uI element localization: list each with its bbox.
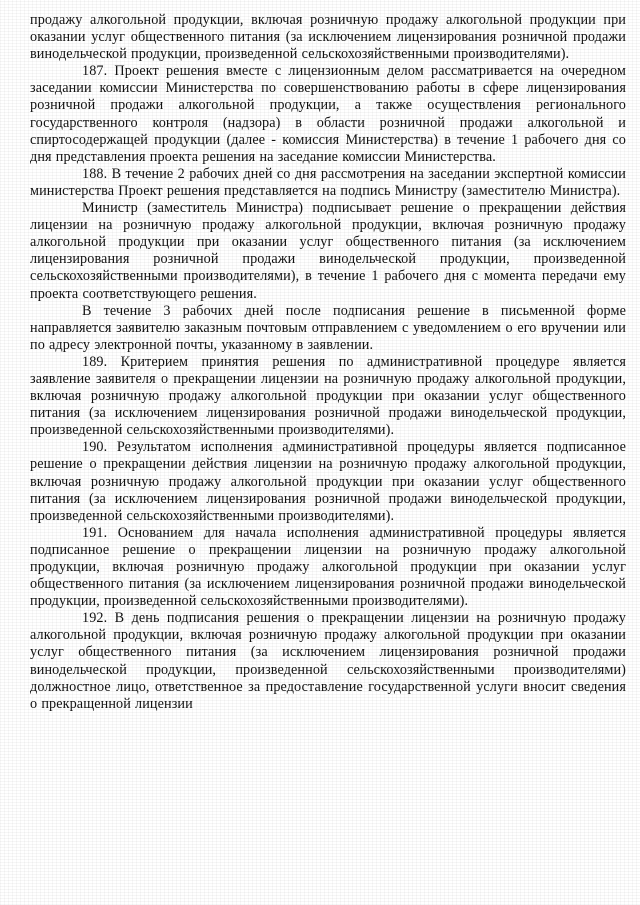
paragraph-notification: В течение 3 рабочих дней после подписания решение в письменной форме направляется заявителю заказным почтовым отправлением с уведомлением о его вручении или по адресу электронной почты, указанному в заявлении.: [30, 302, 626, 353]
paragraph-187: 187. Проект решения вместе с лицензионным делом рассматривается на очередном заседании комиссии Министерства по совершенствованию работы в сфере лицензирования розничной продажи алкогольной продукции, а также осуществления регионального государственного контроля (надзора) в области розничной продажи алкогольной и спиртосодержащей продукции (далее - комиссия Министерства) в течение 1 рабочего дня со дня представления проекта решения на заседание комиссии Министерства.: [30, 63, 626, 165]
paragraph-191: 191. Основанием для начала исполнения административной процедуры является подписанное решение о прекращении лицензии на розничную продажу алкогольной продукции, включая розничную продажу алкогольной продукции при оказании услуг общественного питания (за исключением лицензирования розничной продажи винодельческой продукции, произведенной сельскохозяйственными производителями).: [30, 524, 626, 610]
paragraph-188: 188. В течение 2 рабочих дней со дня рассмотрения на заседании экспертной комиссии министерства Проект решения представляется на подпись Министру (заместителю Министра).: [30, 165, 626, 199]
paragraph-minister-signs: Министр (заместитель Министра) подписывает решение о прекращении действия лицензии на розничную продажу алкогольной продукции, включая розничную продажу алкогольной продукции при оказании услуг общественного питания (за исключением лицензирования розничной продажи винодельческой продукции, произведенной сельскохозяйственными производителями), в течение 1 рабочего дня с момента передачи ему проекта соответствующего решения.: [30, 200, 626, 302]
paragraph-190: 190. Результатом исполнения административной процедуры является подписанное решение о прекращении действия лицензии на розничную продажу алкогольной продукции, включая розничную продажу алкогольной продукции при оказании услуг общественного питания (за исключением лицензирования розничной продажи винодельческой продукции, произведенной сельскохозяйственными производителями).: [30, 439, 626, 524]
paragraph-continuation: продажу алкогольной продукции, включая розничную продажу алкогольной продукции при оказании услуг общественного питания (за исключением лицензирования розничной продажи винодельческой продукции, произведенной сельскохозяйственными производителями).: [30, 12, 626, 63]
paragraph-189: 189. Критерием принятия решения по административной процедуре является заявление заявителя о прекращении лицензии на розничную продажу алкогольной продукции, включая розничную продажу алкогольной продукции при оказании услуг общественного питания (за исключением лицензирования розничной продажи винодельческой продукции, произведенной сельскохозяйственными производителями).: [30, 353, 626, 439]
paragraph-192: 192. В день подписания решения о прекращении лицензии на розничную продажу алкогольной продукции, включая розничную продажу алкогольной продукции при оказании услуг общественного питания (за исключением лицензирования розничной продажи винодельческой продукции, произведенной сельскохозяйственными производителями) должностное лицо, ответственное за предоставление государственной услуги вносит сведения о прекращенной лицензии: [30, 610, 626, 712]
